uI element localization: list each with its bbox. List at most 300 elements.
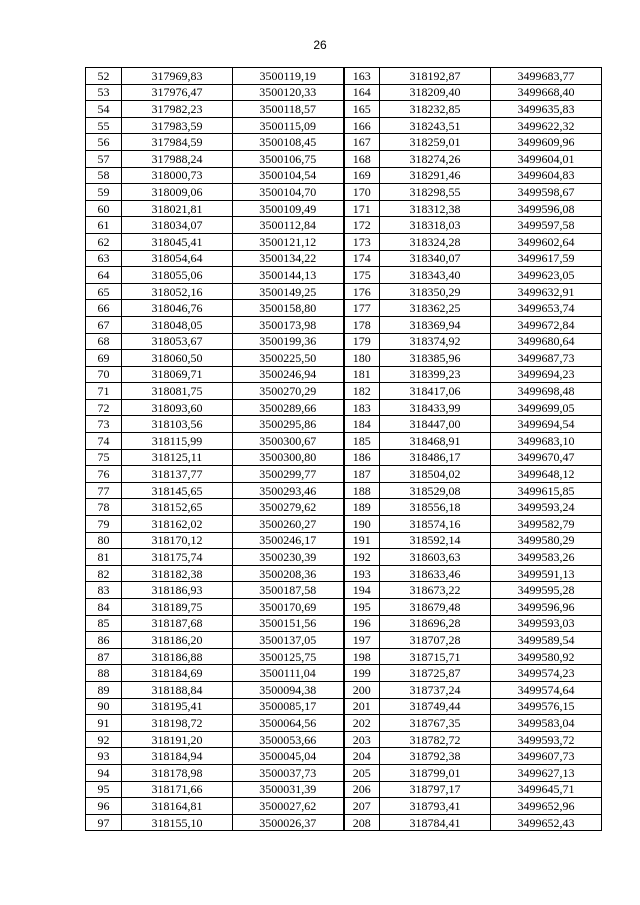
y-coordinate-cell: 3499595,28 — [491, 582, 602, 599]
point-number-cell: 179 — [344, 333, 380, 350]
point-number-cell: 194 — [344, 582, 380, 599]
y-coordinate-cell: 3499632,91 — [491, 283, 602, 300]
point-number-cell: 177 — [344, 300, 380, 317]
y-coordinate-cell: 3500026,37 — [233, 814, 344, 831]
point-number-cell: 183 — [344, 399, 380, 416]
x-coordinate-cell: 318350,29 — [380, 283, 491, 300]
x-coordinate-cell: 318052,16 — [122, 283, 233, 300]
point-number-cell: 90 — [86, 698, 122, 715]
point-number-cell: 206 — [344, 781, 380, 798]
point-number-cell: 185 — [344, 433, 380, 450]
point-number-cell: 94 — [86, 764, 122, 781]
point-number-cell: 181 — [344, 366, 380, 383]
table-row — [86, 632, 602, 649]
point-number-cell: 180 — [344, 350, 380, 367]
y-coordinate-cell: 3499652,96 — [491, 798, 602, 815]
table-row — [86, 499, 602, 516]
y-coordinate-cell: 3499604,83 — [491, 167, 602, 184]
point-number-cell: 67 — [86, 316, 122, 333]
x-coordinate-cell: 318195,41 — [122, 698, 233, 715]
point-number-cell: 193 — [344, 565, 380, 582]
y-coordinate-cell: 3499648,12 — [491, 466, 602, 483]
x-coordinate-cell: 318433,99 — [380, 399, 491, 416]
x-coordinate-cell: 318000,73 — [122, 167, 233, 184]
y-coordinate-cell: 3499583,26 — [491, 549, 602, 566]
x-coordinate-cell: 318048,05 — [122, 316, 233, 333]
point-number-cell: 196 — [344, 615, 380, 632]
x-coordinate-cell: 318707,28 — [380, 632, 491, 649]
x-coordinate-cell: 318232,85 — [380, 101, 491, 118]
y-coordinate-cell: 3499597,58 — [491, 217, 602, 234]
table-row — [86, 316, 602, 333]
point-number-cell: 200 — [344, 681, 380, 698]
x-coordinate-cell: 318673,22 — [380, 582, 491, 599]
y-coordinate-cell: 3499683,77 — [491, 68, 602, 85]
point-number-cell: 172 — [344, 217, 380, 234]
y-coordinate-cell: 3499623,05 — [491, 267, 602, 284]
table-row — [86, 565, 602, 582]
point-number-cell: 184 — [344, 416, 380, 433]
point-number-cell: 97 — [86, 814, 122, 831]
y-coordinate-cell: 3499683,10 — [491, 433, 602, 450]
y-coordinate-cell: 3500299,77 — [233, 466, 344, 483]
x-coordinate-cell: 317969,83 — [122, 68, 233, 85]
y-coordinate-cell: 3499582,79 — [491, 516, 602, 533]
x-coordinate-cell: 317988,24 — [122, 150, 233, 167]
y-coordinate-cell: 3500053,66 — [233, 731, 344, 748]
x-coordinate-cell: 318009,06 — [122, 184, 233, 201]
y-coordinate-cell: 3500246,94 — [233, 366, 344, 383]
x-coordinate-cell: 318171,66 — [122, 781, 233, 798]
x-coordinate-cell: 318045,41 — [122, 233, 233, 250]
x-coordinate-cell: 318592,14 — [380, 532, 491, 549]
point-number-cell: 79 — [86, 516, 122, 533]
y-coordinate-cell: 3499687,73 — [491, 350, 602, 367]
y-coordinate-cell: 3499607,73 — [491, 748, 602, 765]
x-coordinate-cell: 318799,01 — [380, 764, 491, 781]
point-number-cell: 204 — [344, 748, 380, 765]
point-number-cell: 78 — [86, 499, 122, 516]
y-coordinate-cell: 3499609,96 — [491, 134, 602, 151]
table-row — [86, 150, 602, 167]
table-row — [86, 267, 602, 284]
y-coordinate-cell: 3500031,39 — [233, 781, 344, 798]
point-number-cell: 165 — [344, 101, 380, 118]
point-number-cell: 57 — [86, 150, 122, 167]
table-row — [86, 366, 602, 383]
table-row — [86, 117, 602, 134]
x-coordinate-cell: 318054,64 — [122, 250, 233, 267]
y-coordinate-cell: 3500300,67 — [233, 433, 344, 450]
y-coordinate-cell: 3500293,46 — [233, 482, 344, 499]
x-coordinate-cell: 318053,67 — [122, 333, 233, 350]
x-coordinate-cell: 318749,44 — [380, 698, 491, 715]
point-number-cell: 64 — [86, 267, 122, 284]
y-coordinate-cell: 3499580,29 — [491, 532, 602, 549]
point-number-cell: 58 — [86, 167, 122, 184]
y-coordinate-cell: 3499593,03 — [491, 615, 602, 632]
y-coordinate-cell: 3499596,96 — [491, 599, 602, 616]
y-coordinate-cell: 3499622,32 — [491, 117, 602, 134]
point-number-cell: 173 — [344, 233, 380, 250]
table-row — [86, 798, 602, 815]
x-coordinate-cell: 318782,72 — [380, 731, 491, 748]
x-coordinate-cell: 318767,35 — [380, 715, 491, 732]
point-number-cell: 91 — [86, 715, 122, 732]
x-coordinate-cell: 318274,26 — [380, 150, 491, 167]
point-number-cell: 88 — [86, 665, 122, 682]
y-coordinate-cell: 3500121,12 — [233, 233, 344, 250]
x-coordinate-cell: 318324,28 — [380, 233, 491, 250]
point-number-cell: 195 — [344, 599, 380, 616]
point-number-cell: 175 — [344, 267, 380, 284]
y-coordinate-cell: 3500230,39 — [233, 549, 344, 566]
point-number-cell: 85 — [86, 615, 122, 632]
x-coordinate-cell: 318175,74 — [122, 549, 233, 566]
y-coordinate-cell: 3500246,17 — [233, 532, 344, 549]
x-coordinate-cell: 318060,50 — [122, 350, 233, 367]
point-number-cell: 188 — [344, 482, 380, 499]
x-coordinate-cell: 318125,11 — [122, 449, 233, 466]
y-coordinate-cell: 3499694,23 — [491, 366, 602, 383]
x-coordinate-cell: 318188,84 — [122, 681, 233, 698]
point-number-cell: 86 — [86, 632, 122, 649]
x-coordinate-cell: 318603,63 — [380, 549, 491, 566]
x-coordinate-cell: 318797,17 — [380, 781, 491, 798]
y-coordinate-cell: 3500158,80 — [233, 300, 344, 317]
point-number-cell: 182 — [344, 383, 380, 400]
point-number-cell: 56 — [86, 134, 122, 151]
y-coordinate-cell: 3500199,36 — [233, 333, 344, 350]
point-number-cell: 163 — [344, 68, 380, 85]
x-coordinate-cell: 318696,28 — [380, 615, 491, 632]
point-number-cell: 201 — [344, 698, 380, 715]
y-coordinate-cell: 3500300,80 — [233, 449, 344, 466]
y-coordinate-cell: 3500260,27 — [233, 516, 344, 533]
point-number-cell: 187 — [344, 466, 380, 483]
point-number-cell: 186 — [344, 449, 380, 466]
page-number: 26 — [313, 38, 327, 52]
y-coordinate-cell: 3500295,86 — [233, 416, 344, 433]
x-coordinate-cell: 318486,17 — [380, 449, 491, 466]
x-coordinate-cell: 318374,92 — [380, 333, 491, 350]
x-coordinate-cell: 318679,48 — [380, 599, 491, 616]
x-coordinate-cell: 318468,91 — [380, 433, 491, 450]
point-number-cell: 191 — [344, 532, 380, 549]
point-number-cell: 174 — [344, 250, 380, 267]
point-number-cell: 53 — [86, 84, 122, 101]
y-coordinate-cell: 3499645,71 — [491, 781, 602, 798]
y-coordinate-cell: 3499580,92 — [491, 648, 602, 665]
table-row — [86, 615, 602, 632]
y-coordinate-cell: 3500111,04 — [233, 665, 344, 682]
x-coordinate-cell: 318343,40 — [380, 267, 491, 284]
x-coordinate-cell: 318209,40 — [380, 84, 491, 101]
x-coordinate-cell: 318362,25 — [380, 300, 491, 317]
y-coordinate-cell: 3500109,49 — [233, 200, 344, 217]
point-number-cell: 70 — [86, 366, 122, 383]
point-number-cell: 96 — [86, 798, 122, 815]
y-coordinate-cell: 3499668,40 — [491, 84, 602, 101]
table-row — [86, 698, 602, 715]
y-coordinate-cell: 3499680,64 — [491, 333, 602, 350]
table-row — [86, 416, 602, 433]
y-coordinate-cell: 3500149,25 — [233, 283, 344, 300]
x-coordinate-cell: 318447,00 — [380, 416, 491, 433]
x-coordinate-cell: 318184,69 — [122, 665, 233, 682]
x-coordinate-cell: 318504,02 — [380, 466, 491, 483]
y-coordinate-cell: 3499602,64 — [491, 233, 602, 250]
y-coordinate-cell: 3499698,48 — [491, 383, 602, 400]
x-coordinate-cell: 318340,07 — [380, 250, 491, 267]
y-coordinate-cell: 3500094,38 — [233, 681, 344, 698]
point-number-cell: 61 — [86, 217, 122, 234]
table-row — [86, 665, 602, 682]
table-row — [86, 399, 602, 416]
point-number-cell: 207 — [344, 798, 380, 815]
y-coordinate-cell: 3499591,13 — [491, 565, 602, 582]
table-row — [86, 283, 602, 300]
x-coordinate-cell: 317984,59 — [122, 134, 233, 151]
point-number-cell: 202 — [344, 715, 380, 732]
x-coordinate-cell: 318792,38 — [380, 748, 491, 765]
y-coordinate-cell: 3499589,54 — [491, 632, 602, 649]
y-coordinate-cell: 3500120,33 — [233, 84, 344, 101]
x-coordinate-cell: 318291,46 — [380, 167, 491, 184]
y-coordinate-cell: 3499604,01 — [491, 150, 602, 167]
y-coordinate-cell: 3500225,50 — [233, 350, 344, 367]
x-coordinate-cell: 318115,99 — [122, 433, 233, 450]
point-number-cell: 59 — [86, 184, 122, 201]
x-coordinate-cell: 318187,68 — [122, 615, 233, 632]
table-row — [86, 184, 602, 201]
table-row — [86, 68, 602, 85]
x-coordinate-cell: 318034,07 — [122, 217, 233, 234]
y-coordinate-cell: 3499635,83 — [491, 101, 602, 118]
table-row — [86, 764, 602, 781]
x-coordinate-cell: 318186,93 — [122, 582, 233, 599]
y-coordinate-cell: 3499593,72 — [491, 731, 602, 748]
y-coordinate-cell: 3499694,54 — [491, 416, 602, 433]
y-coordinate-cell: 3499670,47 — [491, 449, 602, 466]
table-row — [86, 383, 602, 400]
point-number-cell: 170 — [344, 184, 380, 201]
point-number-cell: 87 — [86, 648, 122, 665]
x-coordinate-cell: 318046,76 — [122, 300, 233, 317]
point-number-cell: 77 — [86, 482, 122, 499]
y-coordinate-cell: 3499583,04 — [491, 715, 602, 732]
x-coordinate-cell: 318186,20 — [122, 632, 233, 649]
x-coordinate-cell: 318715,71 — [380, 648, 491, 665]
table-row — [86, 433, 602, 450]
point-number-cell: 203 — [344, 731, 380, 748]
table-row — [86, 648, 602, 665]
x-coordinate-cell: 318178,98 — [122, 764, 233, 781]
point-number-cell: 75 — [86, 449, 122, 466]
table-row — [86, 250, 602, 267]
point-number-cell: 84 — [86, 599, 122, 616]
x-coordinate-cell: 318793,41 — [380, 798, 491, 815]
x-coordinate-cell: 318369,94 — [380, 316, 491, 333]
point-number-cell: 167 — [344, 134, 380, 151]
point-number-cell: 192 — [344, 549, 380, 566]
table-row — [86, 582, 602, 599]
y-coordinate-cell: 3499598,67 — [491, 184, 602, 201]
y-coordinate-cell: 3500108,45 — [233, 134, 344, 151]
x-coordinate-cell: 318103,56 — [122, 416, 233, 433]
y-coordinate-cell: 3500170,69 — [233, 599, 344, 616]
x-coordinate-cell: 318725,87 — [380, 665, 491, 682]
point-number-cell: 76 — [86, 466, 122, 483]
table-row — [86, 814, 602, 831]
x-coordinate-cell: 318182,38 — [122, 565, 233, 582]
table-row — [86, 715, 602, 732]
table-row — [86, 350, 602, 367]
point-number-cell: 71 — [86, 383, 122, 400]
x-coordinate-cell: 318069,71 — [122, 366, 233, 383]
y-coordinate-cell: 3499576,15 — [491, 698, 602, 715]
point-number-cell: 168 — [344, 150, 380, 167]
table-row — [86, 134, 602, 151]
point-number-cell: 66 — [86, 300, 122, 317]
point-number-cell: 199 — [344, 665, 380, 682]
table-row — [86, 300, 602, 317]
point-number-cell: 178 — [344, 316, 380, 333]
x-coordinate-cell: 318312,38 — [380, 200, 491, 217]
y-coordinate-cell: 3500173,98 — [233, 316, 344, 333]
x-coordinate-cell: 318164,81 — [122, 798, 233, 815]
y-coordinate-cell: 3499574,64 — [491, 681, 602, 698]
point-number-cell: 81 — [86, 549, 122, 566]
x-coordinate-cell: 318298,55 — [380, 184, 491, 201]
x-coordinate-cell: 318093,60 — [122, 399, 233, 416]
x-coordinate-cell: 318243,51 — [380, 117, 491, 134]
x-coordinate-cell: 318192,87 — [380, 68, 491, 85]
y-coordinate-cell: 3500134,22 — [233, 250, 344, 267]
x-coordinate-cell: 318137,77 — [122, 466, 233, 483]
y-coordinate-cell: 3500144,13 — [233, 267, 344, 284]
table-row — [86, 516, 602, 533]
point-number-cell: 65 — [86, 283, 122, 300]
table-row — [86, 466, 602, 483]
y-coordinate-cell: 3500118,57 — [233, 101, 344, 118]
table-row — [86, 233, 602, 250]
point-number-cell: 62 — [86, 233, 122, 250]
x-coordinate-cell: 318574,16 — [380, 516, 491, 533]
point-number-cell: 190 — [344, 516, 380, 533]
point-number-cell: 72 — [86, 399, 122, 416]
x-coordinate-cell: 318081,75 — [122, 383, 233, 400]
table-row — [86, 731, 602, 748]
y-coordinate-cell: 3499652,43 — [491, 814, 602, 831]
y-coordinate-cell: 3500064,56 — [233, 715, 344, 732]
x-coordinate-cell: 317983,59 — [122, 117, 233, 134]
x-coordinate-cell: 318191,20 — [122, 731, 233, 748]
point-number-cell: 60 — [86, 200, 122, 217]
table-row — [86, 101, 602, 118]
point-number-cell: 92 — [86, 731, 122, 748]
y-coordinate-cell: 3499672,84 — [491, 316, 602, 333]
x-coordinate-cell: 318784,41 — [380, 814, 491, 831]
y-coordinate-cell: 3500115,09 — [233, 117, 344, 134]
table-row — [86, 482, 602, 499]
y-coordinate-cell: 3500104,54 — [233, 167, 344, 184]
point-number-cell: 176 — [344, 283, 380, 300]
y-coordinate-cell: 3500119,19 — [233, 68, 344, 85]
table-row — [86, 449, 602, 466]
table-row — [86, 84, 602, 101]
point-number-cell: 89 — [86, 681, 122, 698]
x-coordinate-cell: 318737,24 — [380, 681, 491, 698]
point-number-cell: 82 — [86, 565, 122, 582]
table-row — [86, 599, 602, 616]
point-number-cell: 93 — [86, 748, 122, 765]
x-coordinate-cell: 318189,75 — [122, 599, 233, 616]
y-coordinate-cell: 3500187,58 — [233, 582, 344, 599]
x-coordinate-cell: 318145,65 — [122, 482, 233, 499]
point-number-cell: 52 — [86, 68, 122, 85]
y-coordinate-cell: 3500112,84 — [233, 217, 344, 234]
y-coordinate-cell: 3500151,56 — [233, 615, 344, 632]
y-coordinate-cell: 3499699,05 — [491, 399, 602, 416]
coordinates-table — [85, 67, 602, 831]
table-row — [86, 333, 602, 350]
table-row — [86, 748, 602, 765]
x-coordinate-cell: 317982,23 — [122, 101, 233, 118]
y-coordinate-cell: 3499593,24 — [491, 499, 602, 516]
table-row — [86, 167, 602, 184]
x-coordinate-cell: 318155,10 — [122, 814, 233, 831]
table-row — [86, 217, 602, 234]
y-coordinate-cell: 3500270,29 — [233, 383, 344, 400]
y-coordinate-cell: 3500085,17 — [233, 698, 344, 715]
point-number-cell: 80 — [86, 532, 122, 549]
x-coordinate-cell: 318556,18 — [380, 499, 491, 516]
table-row — [86, 781, 602, 798]
point-number-cell: 208 — [344, 814, 380, 831]
point-number-cell: 171 — [344, 200, 380, 217]
point-number-cell: 73 — [86, 416, 122, 433]
point-number-cell: 68 — [86, 333, 122, 350]
point-number-cell: 74 — [86, 433, 122, 450]
y-coordinate-cell: 3499617,59 — [491, 250, 602, 267]
x-coordinate-cell: 318021,81 — [122, 200, 233, 217]
table-row — [86, 200, 602, 217]
x-coordinate-cell: 318152,65 — [122, 499, 233, 516]
point-number-cell: 164 — [344, 84, 380, 101]
point-number-cell: 169 — [344, 167, 380, 184]
x-coordinate-cell: 318529,08 — [380, 482, 491, 499]
table-row — [86, 532, 602, 549]
point-number-cell: 55 — [86, 117, 122, 134]
y-coordinate-cell: 3500106,75 — [233, 150, 344, 167]
point-number-cell: 69 — [86, 350, 122, 367]
point-number-cell: 189 — [344, 499, 380, 516]
x-coordinate-cell: 318399,23 — [380, 366, 491, 383]
y-coordinate-cell: 3500289,66 — [233, 399, 344, 416]
point-number-cell: 63 — [86, 250, 122, 267]
y-coordinate-cell: 3500104,70 — [233, 184, 344, 201]
x-coordinate-cell: 318198,72 — [122, 715, 233, 732]
point-number-cell: 166 — [344, 117, 380, 134]
y-coordinate-cell: 3499574,23 — [491, 665, 602, 682]
x-coordinate-cell: 318259,01 — [380, 134, 491, 151]
y-coordinate-cell: 3499615,85 — [491, 482, 602, 499]
point-number-cell: 83 — [86, 582, 122, 599]
x-coordinate-cell: 318417,06 — [380, 383, 491, 400]
point-number-cell: 198 — [344, 648, 380, 665]
x-coordinate-cell: 318170,12 — [122, 532, 233, 549]
